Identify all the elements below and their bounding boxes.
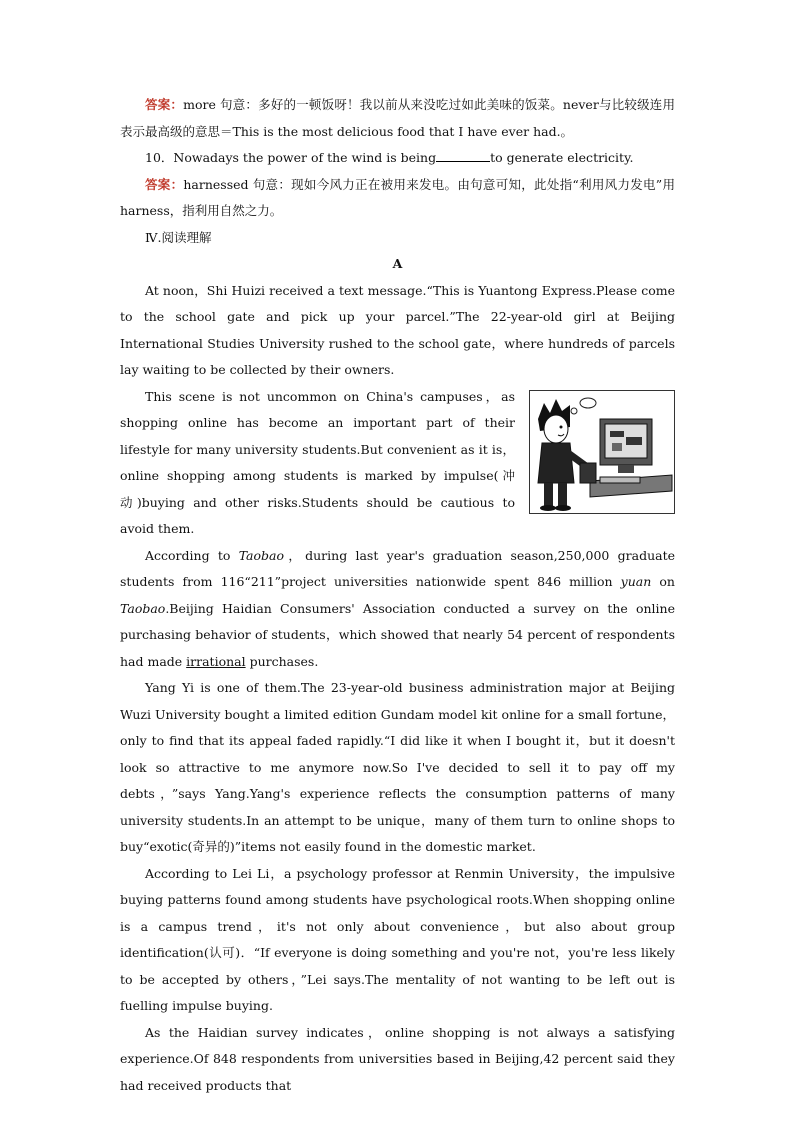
student-computer-cartoon-icon: [530, 391, 674, 513]
underlined-word: irrational: [186, 653, 246, 669]
paragraph-4: Yang Yi is one of them.The 23-year-old business administration major at Beijing Wuzi University bought a limited edition Gundam model kit online for a small fortune，only to find that its appeal faded rapidly.“I did like it when I bought it，but it doesn't look so attractive to me anymore now.So I've decided to sell it to pay off my debts，”says Yang.Yang's experience reflects the consumption patterns of many university students.In an attempt to be unique，many of them turn to online shops to buy“exotic(奇异的)”items not easily found in the domestic market.: [120, 680, 675, 854]
paragraph-3: [120, 543, 675, 676]
question-10: [120, 145, 675, 172]
paragraph-3-text: purchases.: [245, 653, 319, 669]
question-10-text-after: to generate electricity.: [490, 150, 634, 165]
answer-10-text: harnessed 句意：现如今风力正在被用来发电。由句意可知，此处指“利用风力发电”用harness，指利用自然之力。: [120, 176, 675, 218]
passage-title: A: [392, 256, 403, 271]
answer-label: 答案：: [145, 176, 184, 192]
taobao-term: Taobao: [238, 547, 285, 563]
paragraph-3-text: on: [651, 574, 675, 589]
paragraph-3-text: ，during last year's graduation season,250,000 graduate students from 116“211”project universities nationwide spent 846 million: [120, 547, 675, 589]
section-heading: Ⅳ.阅读理解: [145, 229, 212, 245]
paragraph-3-text: .Beijing Haidian Consumers' Association conducted a survey on the online purchasing behavior of students，which showed that nearly 54 percent of respondents had made: [120, 600, 675, 669]
answer-label: 答案：: [145, 97, 184, 112]
paragraph-3-text: According to: [145, 547, 239, 563]
paragraph-2: This scene is not uncommon on China's campuses，as shopping online has become an important part of their lifestyle for many university students.But convenient as it is，online shopping among students is marked by impulse(冲动)buying and other risks.Students should be cautious to avoid them.: [120, 388, 515, 536]
cartoon-image: [529, 390, 675, 514]
answer-blank: [436, 149, 490, 162]
taobao-term: Taobao: [120, 600, 166, 616]
paragraph-1: At noon，Shi Huizi received a text message.“This is Yuantong Express.Please come to the school gate and pick up your parcel.”The 22-year-old girl at Beijing International Studies University rushed to the school gate，where hundreds of parcels lay waiting to be collected by their owners.: [120, 282, 675, 377]
document-body: [120, 92, 675, 1099]
yuan-term: yuan: [620, 574, 652, 589]
answer-9: [120, 92, 675, 145]
answer-10: [120, 172, 675, 225]
answer-9-text: more 句意：多好的一顿饭呀！我以前从来没吃过如此美味的饭菜。never与比较级连用表示最高级的意思＝This is the most delicious food that I have ever had.。: [120, 97, 675, 139]
question-10-text-before: 10．Nowadays the power of the wind is being: [145, 150, 437, 165]
paragraph-6: As the Haidian survey indicates，online shopping is not always a satisfying experience.Of 848 respondents from universities based in Beijing,42 percent said they had received products that: [120, 1024, 675, 1093]
paragraph-5: According to Lei Li，a psychology professor at Renmin University，the impulsive buying patterns found among students have psychological roots.When shopping online is a campus trend，it's not only about convenience，but also about group identification(认可)．“If everyone is doing something and you're not，you're less likely to be accepted by others，”Lei says.The mentality of not wanting to be left out is fuelling impulse buying.: [120, 865, 675, 1013]
